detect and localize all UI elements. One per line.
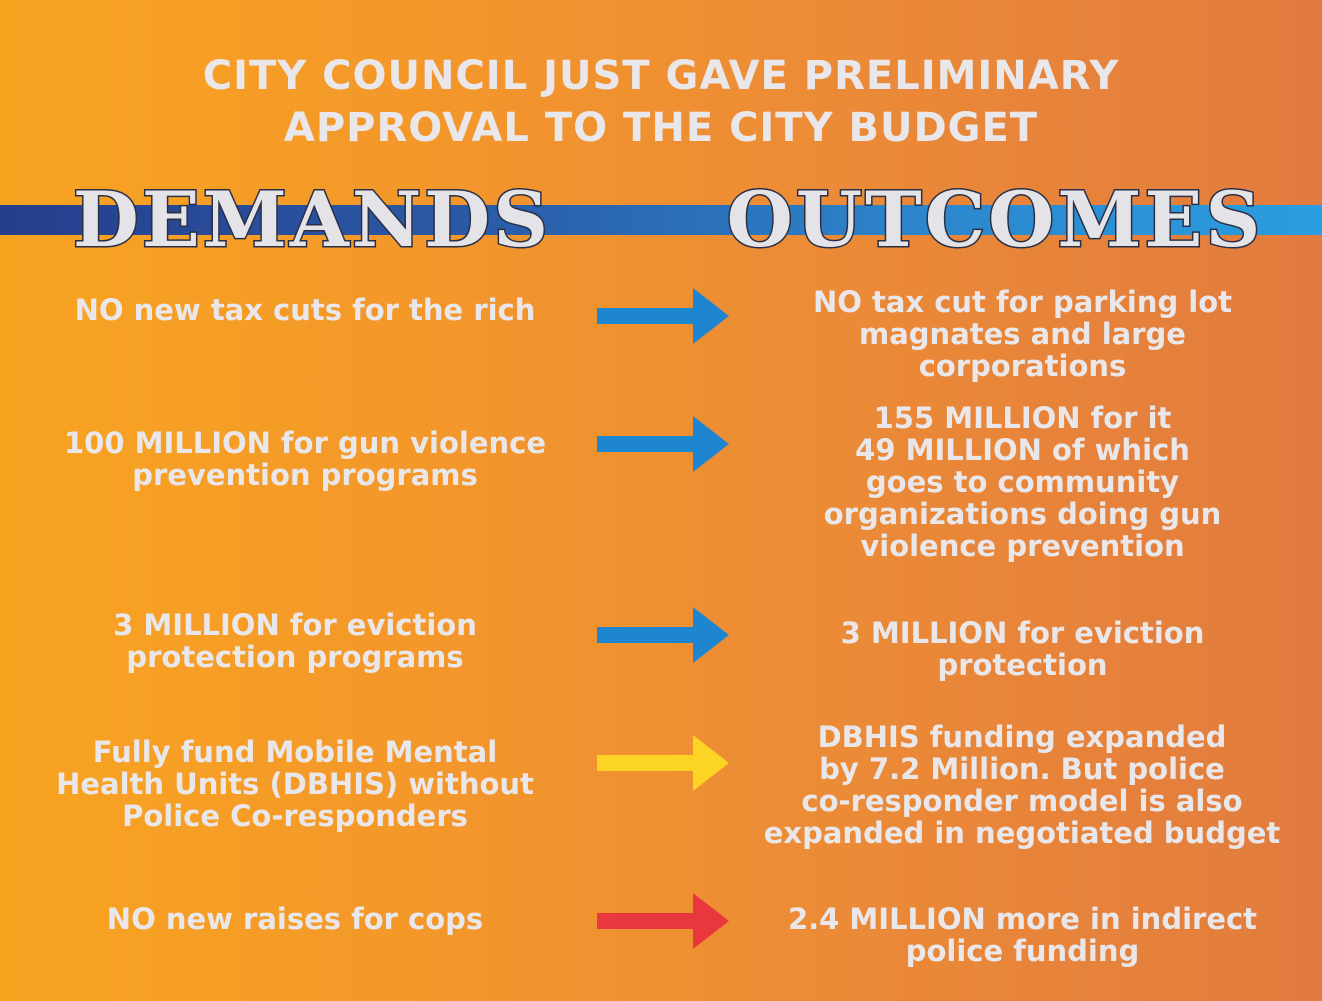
- outcome-line: corporations: [918, 349, 1127, 383]
- outcome-line: expanded in negotiated budget: [763, 816, 1281, 850]
- outcome-line: NO tax cut for parking lot: [812, 285, 1233, 319]
- outcome-line: violence prevention: [860, 529, 1185, 563]
- demand-line: prevention programs: [132, 458, 478, 492]
- demand-line: Police Co-responders: [122, 799, 468, 833]
- blue-arrow-icon: [597, 605, 729, 665]
- demand-line: NO new raises for cops: [106, 902, 484, 936]
- demand-line: Health Units (DBHIS) without: [56, 767, 534, 801]
- outcome-police-funding: [730, 903, 1315, 967]
- yellow-arrow-icon: [597, 733, 729, 793]
- outcome-line: goes to community: [865, 465, 1180, 499]
- demand-mental-health: [20, 736, 570, 832]
- demand-line: 100 MILLION for gun violence: [63, 426, 546, 460]
- outcome-eviction: [730, 617, 1315, 681]
- outcomes-heading: OUTCOMES: [726, 175, 1264, 264]
- demand-gun-violence: [20, 427, 590, 491]
- outcome-mental-health: [727, 721, 1317, 849]
- title-line-2: APPROVAL TO THE CITY BUDGET: [283, 105, 1039, 151]
- outcome-line: organizations doing gun: [823, 497, 1222, 531]
- demand-line: Fully fund Mobile Mental: [92, 735, 498, 769]
- outcome-line: 155 MILLION for it: [873, 401, 1172, 435]
- outcome-line: 49 MILLION of which: [855, 433, 1190, 467]
- demand-no-tax-cuts: [30, 294, 580, 326]
- demands-heading: DEMANDS: [72, 175, 552, 264]
- title-line-1: CITY COUNCIL JUST GAVE PRELIMINARY: [202, 53, 1120, 99]
- outcome-line: by 7.2 Million. But police: [819, 752, 1225, 786]
- demand-line: 3 MILLION for eviction: [113, 608, 477, 642]
- outcome-line: magnates and large: [859, 317, 1186, 351]
- outcome-line: 2.4 MILLION more in indirect: [787, 902, 1258, 936]
- outcome-line: police funding: [905, 934, 1140, 968]
- outcome-line: protection: [937, 648, 1108, 682]
- red-arrow-icon: [597, 891, 729, 951]
- outcome-line: DBHIS funding expanded: [817, 720, 1227, 754]
- demand-no-raises: [20, 903, 570, 935]
- page-title: [0, 50, 1322, 154]
- demand-eviction: [20, 609, 570, 673]
- blue-arrow-icon: [597, 286, 729, 346]
- outcome-gun-violence: [730, 402, 1315, 562]
- blue-arrow-icon: [597, 414, 729, 474]
- demand-line: NO new tax cuts for the rich: [74, 293, 536, 327]
- outcome-no-tax-cut: [730, 286, 1315, 382]
- outcome-line: 3 MILLION for eviction: [840, 616, 1205, 650]
- demand-line: protection programs: [126, 640, 464, 674]
- outcome-line: co-responder model is also: [801, 784, 1243, 818]
